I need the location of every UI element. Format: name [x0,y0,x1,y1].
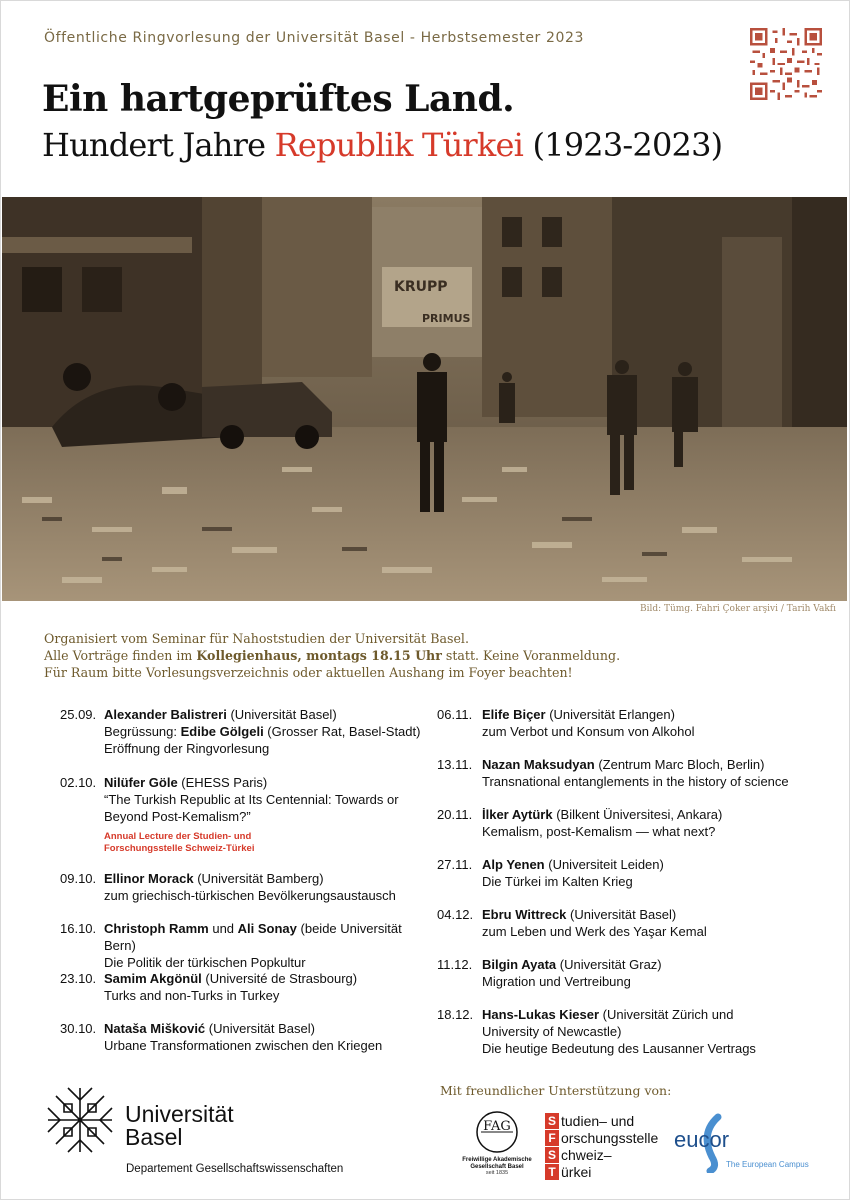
speaker-affiliation: (EHESS Paris) [177,775,268,790]
poster-subtitle [42,126,722,164]
speaker-affiliation-cont: University of Newcastle) [482,1024,622,1039]
schedule-right-column [437,706,837,1062]
sfst-text: ürkei [561,1163,592,1180]
sfst-row [545,1146,658,1163]
speaker-name: Ali Sonay [237,921,297,936]
speaker-affiliation: (Universität Erlangen) [545,707,675,722]
lecture-entry [437,706,837,756]
eucor-wordmark: eucor [674,1127,730,1152]
lecture-entry [60,970,430,1020]
lecture-date: 04.12. [437,907,474,922]
speaker-name: Elife Biçer [482,707,546,722]
speaker-name: Bilgin Ayata [482,957,557,972]
photo-credit: Bild: Tümg. Fahri Çoker arşivi / Tarih Vakfı [639,604,836,614]
lecture-date: 25.09. [60,707,97,722]
speaker-affiliation: (Universität Graz) [556,957,662,972]
lecture-topic: Beyond Post-Kemalism?” [104,809,251,824]
lecture-speaker-line [104,774,430,791]
speaker-name: Alp Yenen [482,857,545,872]
lecture-speaker-line [482,756,837,773]
lecture-speaker-line [482,906,837,923]
lecture-topic: Die heutige Bedeutung des Lausanner Vertrags [482,1041,756,1056]
subtitle-part: (1923-2023) [523,126,723,164]
lecture-speaker-line [104,920,430,954]
photo-illustration [2,197,847,601]
lecture-entry [437,806,837,856]
sfst-row [545,1163,658,1180]
speaker-name: Ebru Wittreck [482,907,567,922]
intro-line: Organisiert vom Seminar für Nahoststudien der Universität Basel. [44,631,469,646]
speaker-conjunction: und [208,921,238,936]
lecture-entry [60,920,430,970]
lecture-topic: “The Turkish Republic at Its Centennial: Towards or [104,792,399,807]
speaker-affiliation: (Universität Zürich und [599,1007,734,1022]
lecture-speaker-line [482,806,837,823]
historic-street-photo [2,197,847,601]
intro-line: Für Raum bitte Vorlesungsverzeichnis oder aktuellen Aushang im Foyer beachten! [44,665,573,680]
sfst-text: orschungsstelle [561,1129,659,1146]
lecture-series-label: Öffentliche Ringvorlesung der Universität Basel - Herbstsemester 2023 [44,30,584,46]
lecture-date: 09.10. [60,871,97,886]
speaker-affiliation: (Bilkent Üniversitesi, Ankara) [552,807,723,822]
lecture-date: 06.11. [437,707,473,722]
lecture-topic: Eröffnung der Ringvorlesung [104,741,270,756]
annual-lecture-note [104,831,430,855]
sfst-text: tudien– und [561,1112,635,1129]
sfst-letter: F [545,1130,559,1146]
unibas-wordmark-line: Basel [125,1124,183,1150]
sfst-letter: S [545,1147,559,1163]
subtitle-highlight: Republik Türkei [274,126,524,164]
speaker-name: Samim Akgönül [104,971,202,986]
speaker-name: Ellinor Morack [104,871,194,886]
lecture-topic: Urbane Transformationen zwischen den Kriegen [104,1038,383,1053]
lecture-speaker-line [482,1006,837,1023]
lecture-date: 18.12. [437,1007,474,1022]
lecture-date: 23.10. [60,971,97,986]
speaker-affiliation: (Grosser Rat, Basel-Stadt) [263,724,421,739]
lecture-speaker-line [482,706,837,723]
lecture-speaker-line [104,970,430,987]
schedule-left-column [60,706,430,1060]
lecture-date: 16.10. [60,921,97,936]
lecture-speaker-line [104,870,430,887]
lecture-speaker-line [482,956,837,973]
intro-text-part: Alle Vorträge finden im [44,648,197,663]
lecture-greeting-line [104,723,430,740]
intro-venue: Kollegienhaus, montags 18.15 Uhr [196,648,442,663]
sfst-row [545,1112,658,1129]
speaker-name: Nazan Maksudyan [482,757,595,772]
speaker-name: Hans-Lukas Kieser [482,1007,600,1022]
lecture-topic: Die Türkei im Kalten Krieg [482,874,633,889]
lecture-entry [437,906,837,956]
lecture-entry [60,870,430,920]
fag-seal-icon [475,1110,519,1154]
lecture-entry [437,956,837,1006]
lecture-speaker-line [104,706,430,723]
unibas-logo-icon [44,1084,116,1156]
lecture-entry [437,856,837,906]
lecture-entry [60,706,430,774]
eucor-logo [670,1113,820,1173]
lecture-topic: Kemalism, post-Kemalism — what next? [482,824,716,839]
fag-logo [443,1110,551,1176]
lecture-topic: Migration und Vertreibung [482,974,631,989]
fag-name-line: Gesellschaft Basel [470,1163,524,1170]
lecture-date: 11.12. [437,957,473,972]
sfst-letter: T [545,1164,559,1180]
qr-code [750,28,822,100]
speaker-affiliation: (Universität Basel) [226,707,337,722]
intro-line [44,647,620,664]
lecture-topic: zum griechisch-türkischen Bevölkerungsaustausch [104,888,396,903]
lecture-date: 27.11. [437,857,473,872]
poster-title: Ein hartgeprüftes Land. [42,78,515,120]
lecture-entry [437,756,837,806]
speaker-affiliation: (Universität Basel) [566,907,677,922]
eucor-tagline: The European Campus [726,1160,809,1169]
speaker-name: Edibe Gölgeli [180,724,264,739]
department-name: Departement Gesellschaftswissenschaften [126,1163,344,1175]
greeting-label: Begrüssung: [104,724,181,739]
fag-name [443,1157,551,1170]
lecture-topic: zum Verbot und Konsum von Alkohol [482,724,695,739]
speaker-affiliation: (Universität Bamberg) [193,871,324,886]
sfst-row [545,1129,658,1146]
speaker-affiliation: (Universität Basel) [205,1021,315,1036]
unibas-wordmark [125,1103,234,1149]
subtitle-part: Hundert Jahre [42,126,275,164]
lecture-date: 02.10. [60,775,97,790]
fag-since: seit 1835 [485,1170,509,1176]
lecture-date: 20.11. [437,807,473,822]
photo-sign-primus: PRIMUS [422,312,471,325]
speaker-affiliation: (Universiteit Leiden) [544,857,664,872]
lecture-date: 30.10. [60,1021,97,1036]
speaker-name: Alexander Balistreri [104,707,227,722]
lecture-entry [60,774,430,870]
photo-sign-krupp: KRUPP [394,279,448,295]
lecture-entry [60,1020,430,1060]
speaker-name: Christoph Ramm [104,921,209,936]
speaker-name: Nataša Mišković [104,1021,206,1036]
intro-text-part: statt. Keine Voranmeldung. [441,648,621,663]
sfst-letter: S [545,1113,559,1129]
unibas-wordmark-line: Universität [125,1101,234,1127]
lecture-entry [437,1006,837,1062]
fag-seal-letters: FAG [483,1119,511,1134]
support-label: Mit freundlicher Unterstützung von: [440,1083,672,1098]
lecture-speaker-line [482,856,837,873]
lecture-date: 13.11. [437,757,473,772]
sfst-text: chweiz– [561,1146,612,1163]
speaker-affiliation: (beide Universität Bern) [104,921,402,953]
speaker-affiliation: (Zentrum Marc Bloch, Berlin) [594,757,765,772]
speaker-name: Nilüfer Göle [104,775,178,790]
lecture-speaker-line [104,1020,430,1037]
annual-note-line: Annual Lecture der Studien- und [104,831,252,842]
lecture-topic: Turks and non-Turks in Turkey [104,988,280,1003]
annual-note-line: Forschungsstelle Schweiz-Türkei [104,843,255,854]
sfst-logo [545,1112,658,1180]
speaker-name: İlker Aytürk [482,807,553,822]
speaker-affiliation: (Université de Strasbourg) [201,971,358,986]
intro-text [44,630,620,681]
lecture-topic: Transnational entanglements in the history of science [482,774,789,789]
fag-name-line: Freiwillige Akademische [462,1157,532,1163]
lecture-topic: zum Leben und Werk des Yaşar Kemal [482,924,707,939]
lecture-topic: Die Politik der türkischen Popkultur [104,955,306,970]
